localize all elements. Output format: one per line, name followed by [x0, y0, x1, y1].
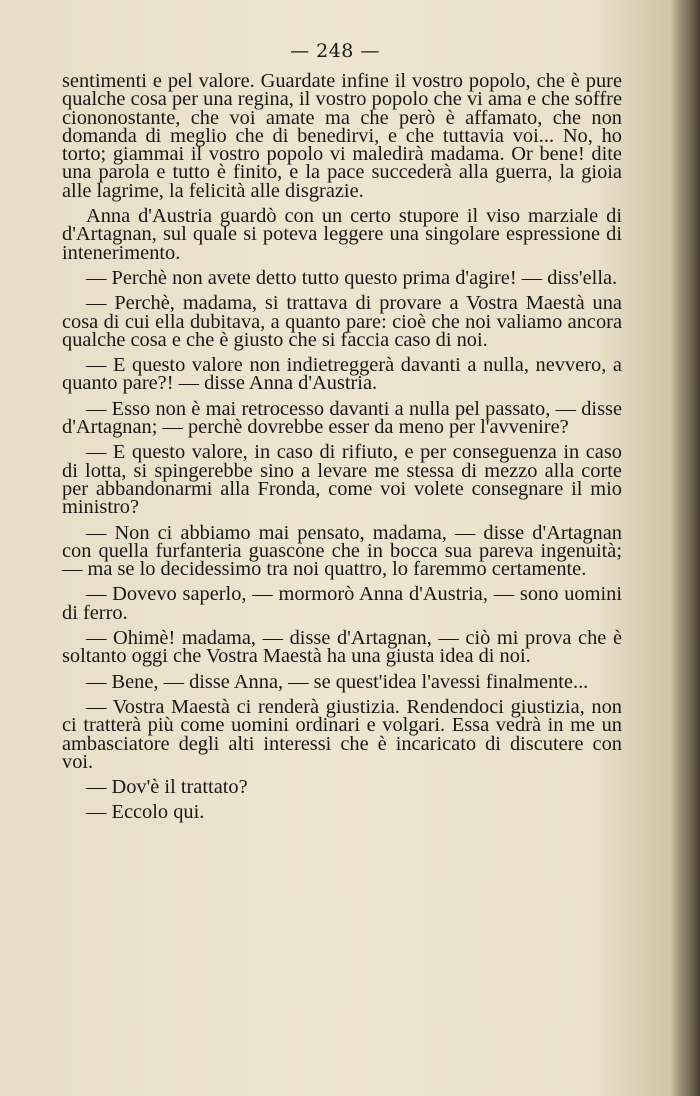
paragraph-10: — Ohimè! madama, — disse d'Artagnan, — ciò mi prova che è soltanto oggi che Vostra Maestà ha una giusta idea di noi. [62, 627, 622, 668]
paragraph-1: sentimenti e pel valore. Guardate infine il vostro popolo, che è pure qualche cosa per una regina, il vostro popolo che vi ama e che soffre ciononostante, che voi amate ma che però è affamato, che non domanda di meglio che di benedirvi, e che tuttavia voi... No, ho torto; giammai il vostro popolo vi maledirà madama. Or bene! dite una parola e tutto è finito, e la pace succederà alla guerra, la gioia alle lagrime, la felicità alle disgrazie. [62, 70, 622, 202]
paragraph-5: — E questo valore non indietreggerà davanti a nulla, nevvero, a quanto pare?! — disse Anna d'Austria. [62, 354, 622, 395]
book-spine-shadow [670, 0, 700, 1096]
paragraph-14: — Eccolo qui. [86, 801, 205, 824]
paragraph-8: — Non ci abbiamo mai pensato, madama, — disse d'Artagnan con quella furfanteria guascone che in bocca sua pareva ingenuità; — ma se lo decidessimo tra noi quattro, lo faremmo certamente. [62, 521, 622, 581]
paragraph-13: — Dov'è il trattato? [86, 776, 248, 799]
page-number: — 248 — [290, 40, 380, 62]
paragraph-11: — Bene, — disse Anna, — se quest'idea l'avessi finalmente... [86, 670, 589, 693]
paragraph-4: — Perchè, madama, si trattava di provare a Vostra Maestà una cosa di cui ella dubitava, a quanto pare: cioè che noi valiamo ancora qualche cosa e che è giusto che si faccia caso di noi. [62, 292, 622, 351]
paragraph-7: — E questo valore, in caso di rifiuto, e per conseguenza in caso di lotta, si spingerebbe sino a levare me stessa di mezzo alla corte per abbandonarmi alla Fronda, come voi volete consegnare il mio ministro? [62, 441, 622, 519]
paragraph-12: — Vostra Maestà ci renderà giustizia. Rendendoci giustizia, non ci tratterà più come uomini ordinari e volgari. Essa vedrà in me un ambasciatore degli alti interessi che è incaricato di discutere con voi. [62, 695, 622, 773]
paragraph-3: — Perchè non avete detto tutto questo prima d'agire! — diss'ella. [86, 266, 618, 289]
body-text [62, 72, 622, 822]
paragraph-6: — Esso non è mai retrocesso davanti a nulla pel passato, — disse d'Artagnan; — perchè dovrebbe esser da meno per l'avvenire? [62, 397, 622, 439]
paragraph-9: — Dovevo saperlo, — mormorò Anna d'Austria, — sono uomini di ferro. [62, 583, 622, 624]
paragraph-2: Anna d'Austria guardò con un certo stupore il viso marziale di d'Artagnan, sul quale si poteva leggere una singolare espressione di intenerimento. [62, 205, 622, 264]
